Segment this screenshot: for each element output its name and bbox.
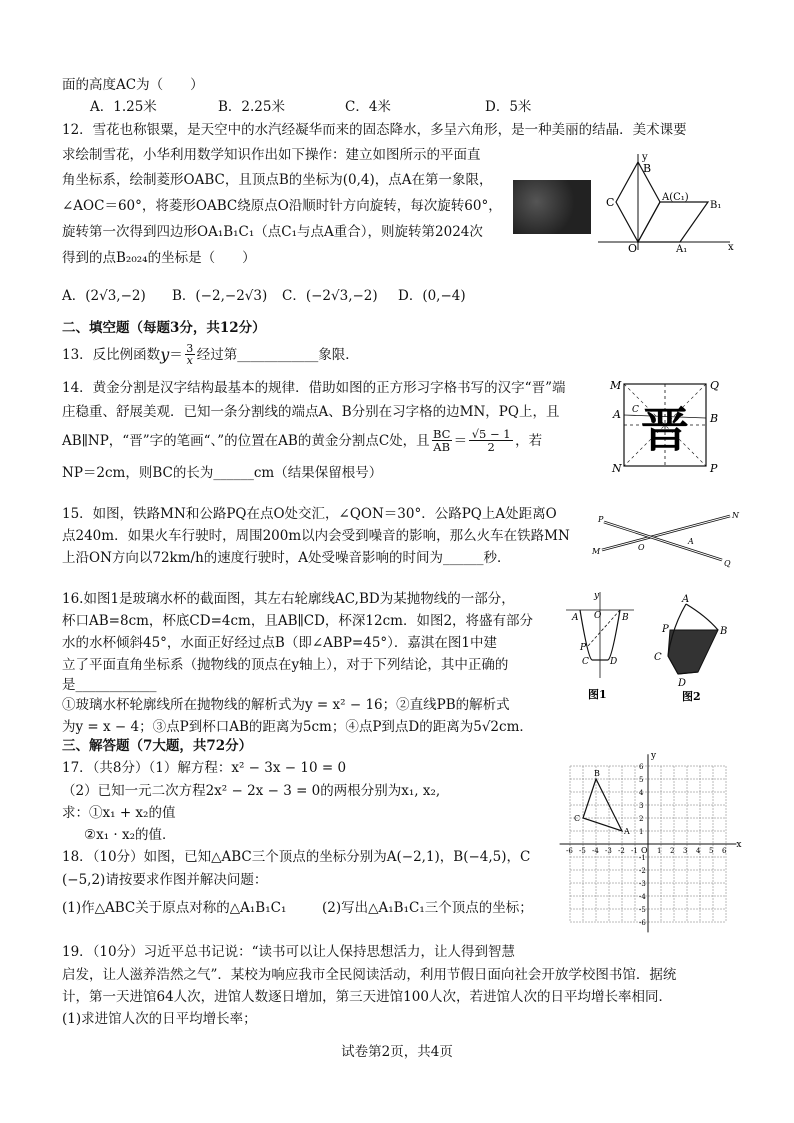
q12-rhombus-figure <box>598 150 738 255</box>
q18-line-1: 18．（10分）如图，已知△ABC三个顶点的坐标分别为A(−2,1)，B(−4,5)，C <box>62 849 531 865</box>
q14-line-3 <box>62 428 542 453</box>
q11-option-a: A．1.25米 <box>90 99 157 115</box>
fig16a-label-b: B <box>622 613 629 623</box>
q15-line-2: 点240m．如果火车行驶时，周围200m以内会受到噪音的影响，那么火车在铁路MN <box>62 528 570 544</box>
fig15-label-p: P <box>598 515 604 524</box>
q16-line-7: 为y = x − 4；③点P到杯口AB的距离为5cm；④点P到点D的距离为5√2cm． <box>62 719 533 735</box>
fig16a-label-y: y <box>594 591 600 601</box>
x-tick-label: -2 <box>618 847 625 855</box>
fig16a-label-p: P <box>580 643 587 653</box>
q11-option-c: C．4米 <box>345 99 391 115</box>
snowflake-photo <box>513 180 591 234</box>
q14-character: 晋 <box>640 402 690 458</box>
fig15-label-a: A <box>688 537 694 546</box>
q11-tail: 面的高度AC为（ ） <box>62 77 204 93</box>
q15-line-1: 15．如图，铁路MN和公路PQ在点O处交汇，∠QON＝30°．公路PQ上A处距离O <box>62 506 557 522</box>
q19-line-4: (1)求进馆人次的日平均增长率； <box>62 1011 257 1027</box>
q12-option-b: B．(−2,−2√3) <box>172 288 268 304</box>
fig12-label-b1: B₁ <box>710 200 722 211</box>
fig15-label-o: O <box>638 543 645 552</box>
q14-line-3-text: AB∥NP，“晋”字的笔画“、”的位置在AB的黄金分割点C处，且 <box>62 432 430 449</box>
q16-line-3: 水的水杯倾斜45°，水面正好经过点B（即∠ABP=45°）．嘉淇在图1中建 <box>62 635 497 651</box>
q17-line-4: ②x₁ · x₂的值． <box>84 827 176 843</box>
q12-line-4: ∠AOC＝60°，将菱形OABC绕原点O沿顺时针方向旋转，每次旋转60°， <box>62 198 502 214</box>
y-tick-label: -1 <box>639 854 646 862</box>
fig12-label-a1: A₁ <box>676 244 688 255</box>
fig16a-caption: 图1 <box>588 688 607 701</box>
x-tick-label: 5 <box>709 847 714 855</box>
y-tick-label: 3 <box>639 802 644 810</box>
fig12-label-c: C <box>606 196 615 209</box>
q11-option-d: D．5米 <box>485 99 532 115</box>
x-tick-label: -1 <box>631 847 638 855</box>
y-tick-label: -6 <box>639 919 646 927</box>
q12-line-3: 角坐标系，绘制菱形OABC，且顶点B的坐标为(0,4)，点A在第一象限， <box>62 172 493 188</box>
y-tick-label: -4 <box>639 893 646 901</box>
fig12-label-x: x <box>728 242 734 253</box>
y-tick-label: 4 <box>639 789 644 797</box>
q12-line-6: 得到的点B₂₀₂₄的坐标是（ ） <box>62 250 256 266</box>
y-tick-label: -3 <box>639 880 646 888</box>
q12-option-d: D．(0,−4) <box>398 288 466 304</box>
q18-part-1: (1)作△ABC关于原点对称的△A₁B₁C₁ <box>62 900 287 916</box>
q12-line-5: 旋转第一次得到四边形OA₁B₁C₁（点C₁与点A重合），则旋转第2024次 <box>62 224 483 240</box>
q12-option-a: A．(2√3,−2) <box>62 288 146 304</box>
q13-post: 经过第____________象限． <box>196 346 359 363</box>
q14-frac2-den: 2 <box>487 440 495 454</box>
q19-line-3: 计，第一天进馆64人次，进馆人数逐日增加，第三天进馆100人次，若进馆人次的日平均增长率相同． <box>62 989 672 1005</box>
section-2-heading: 二、填空题（每题3分，共12分） <box>62 320 266 336</box>
y-tick-label: 6 <box>639 763 644 771</box>
fig14-label-b: B <box>710 412 719 425</box>
origin-label: O <box>641 846 648 855</box>
point-a-label: A <box>624 827 630 836</box>
fig12-label-a: A(C₁) <box>662 192 689 203</box>
q16-line-5: 是____________ <box>62 677 157 693</box>
fig16b-label-c: C <box>654 652 662 663</box>
q13-eq: ＝ <box>169 346 183 363</box>
y-tick-label: -2 <box>639 867 646 875</box>
q14-grid-figure <box>610 376 722 476</box>
y-tick-label: 1 <box>639 828 644 836</box>
q14-line-2: 庄稳重、舒展美观．已知一条分割线的端点A、B分别在习字格的边MN，PQ上，且 <box>62 404 560 420</box>
x-tick-label: -5 <box>579 847 586 855</box>
q16-line-2: 杯口AB=8cm，杯底CD=4cm，且AB∥CD，杯深12cm．如图2，将盛有部分 <box>62 613 534 629</box>
fig12-label-o: O <box>628 242 638 255</box>
q18-coordinate-grid <box>556 744 740 940</box>
point-c-label: C <box>574 814 581 823</box>
q13 <box>62 343 359 366</box>
q13-y: y <box>160 344 170 364</box>
q15-line-3: 上沿ON方向以72km/h的速度行驶时，A处受噪音影响的时间为______秒． <box>62 550 511 566</box>
fig14-label-m: M <box>610 379 622 392</box>
fig12-label-y: y <box>642 152 648 163</box>
fig16a-label-a: A <box>572 613 579 623</box>
fig15-label-n: N <box>732 511 739 520</box>
x-tick-label: 3 <box>683 847 688 855</box>
fig16b-caption: 图2 <box>682 690 701 703</box>
q14-frac1-num: BC <box>432 427 451 441</box>
q12-line-1: 12．雪花也称银粟，是天空中的水汽经凝华而来的固态降水，多呈六角形，是一种美丽的结晶．美术课要 <box>62 122 687 138</box>
fig16a-label-o: O <box>594 611 602 621</box>
q14-frac2-num: √5 − 1 <box>471 427 511 441</box>
q14-eq: ＝ <box>453 432 468 449</box>
x-tick-label: 2 <box>670 847 675 855</box>
q18-part-2: (2)写出△A₁B₁C₁三个顶点的坐标； <box>322 900 533 916</box>
q11-option-b: B．2.25米 <box>218 99 285 115</box>
y-tick-label: -5 <box>639 906 646 914</box>
page-footer: 试卷第2页，共4页 <box>341 1044 453 1060</box>
x-tick-label: -4 <box>592 847 599 855</box>
q15-intersection-figure <box>592 508 742 568</box>
x-tick-label: 6 <box>722 847 727 855</box>
fig16b-label-b: B <box>720 626 728 637</box>
q16-line-1: 16.如图1是玻璃水杯的截面图，其左右轮廓线AC,BD为某抛物线的一部分， <box>62 591 515 607</box>
q16-cup-figure-1 <box>558 588 638 706</box>
fig16b-label-p: P <box>662 624 669 635</box>
q16-line-4: 立了平面直角坐标系（抛物线的顶点在y轴上），对于下列结论，其中正确的 <box>62 657 509 673</box>
fig15-label-q: Q <box>724 559 731 568</box>
q14-line-4: NP＝2cm，则BC的长为______cm（结果保留根号） <box>62 465 383 481</box>
fig14-label-n: N <box>612 462 622 475</box>
q14-after-frac: ，若 <box>515 432 543 449</box>
fig12-label-b: B <box>643 162 652 175</box>
section-3-heading: 三、解答题（7大题，共72分） <box>62 738 253 754</box>
fig16b-label-d: D <box>678 678 687 689</box>
q17-line-3: 求：①x₁ + x₂的值 <box>62 805 176 821</box>
q12-line-2: 求绘制雪花，小华利用数学知识作出如下操作：建立如图所示的平面直 <box>62 147 481 163</box>
x-axis-label: x <box>736 840 742 850</box>
fig14-label-a: A <box>613 408 621 421</box>
q13-pre: 13．反比例函数 <box>62 346 161 363</box>
y-tick-label: 5 <box>639 776 644 784</box>
q18-line-2: (−5,2)请按要求作图并解决问题： <box>62 872 268 888</box>
q19-line-1: 19．（10分）习近平总书记说：“读书可以让人保持思想活力，让人得到智慧 <box>62 944 516 960</box>
fig16b-label-a: A <box>682 594 690 605</box>
fig14-label-q: Q <box>710 379 720 392</box>
x-tick-label: -6 <box>566 847 573 855</box>
q17-line-2: （2）已知一元二次方程2x² − 2x − 3 = 0的两根分别为x₁, x₂, <box>62 783 441 799</box>
y-axis-label: y <box>651 751 657 762</box>
x-tick-label: -3 <box>605 847 612 855</box>
q19-line-2: 启发，让人滋养浩然之气”．某校为响应我市全民阅读活动，利用节假日面向社会开放学校图书馆．据统 <box>62 967 677 983</box>
x-tick-label: 1 <box>657 847 662 855</box>
q13-num: 3 <box>186 342 194 355</box>
q14-frac1-den: AB <box>433 440 451 454</box>
x-tick-label: 4 <box>696 847 701 855</box>
fig14-label-c: C <box>632 405 639 415</box>
q13-den: x <box>186 354 193 367</box>
fig15-label-m: M <box>592 547 601 556</box>
q12-option-c: C．(−2√3,−2) <box>282 288 378 304</box>
fig16a-label-c: C <box>582 657 589 667</box>
q16-cup-figure-2 <box>642 588 734 706</box>
y-tick-label: 2 <box>639 815 644 823</box>
q14-line-1: 14．黄金分割是汉字结构最基本的规律．借助如图的正方形习字格书写的汉字“晋”端 <box>62 380 566 396</box>
point-b-label: B <box>594 769 600 778</box>
fig14-label-p: P <box>710 462 718 475</box>
q16-line-6: ①玻璃水杯轮廓线所在抛物线的解析式为y = x² − 16；②直线PB的解析式 <box>62 697 510 713</box>
fig16a-label-d: D <box>610 657 618 667</box>
q17-line-1: 17．（共8分）（1）解方程：x² − 3x − 10 = 0 <box>62 760 347 776</box>
